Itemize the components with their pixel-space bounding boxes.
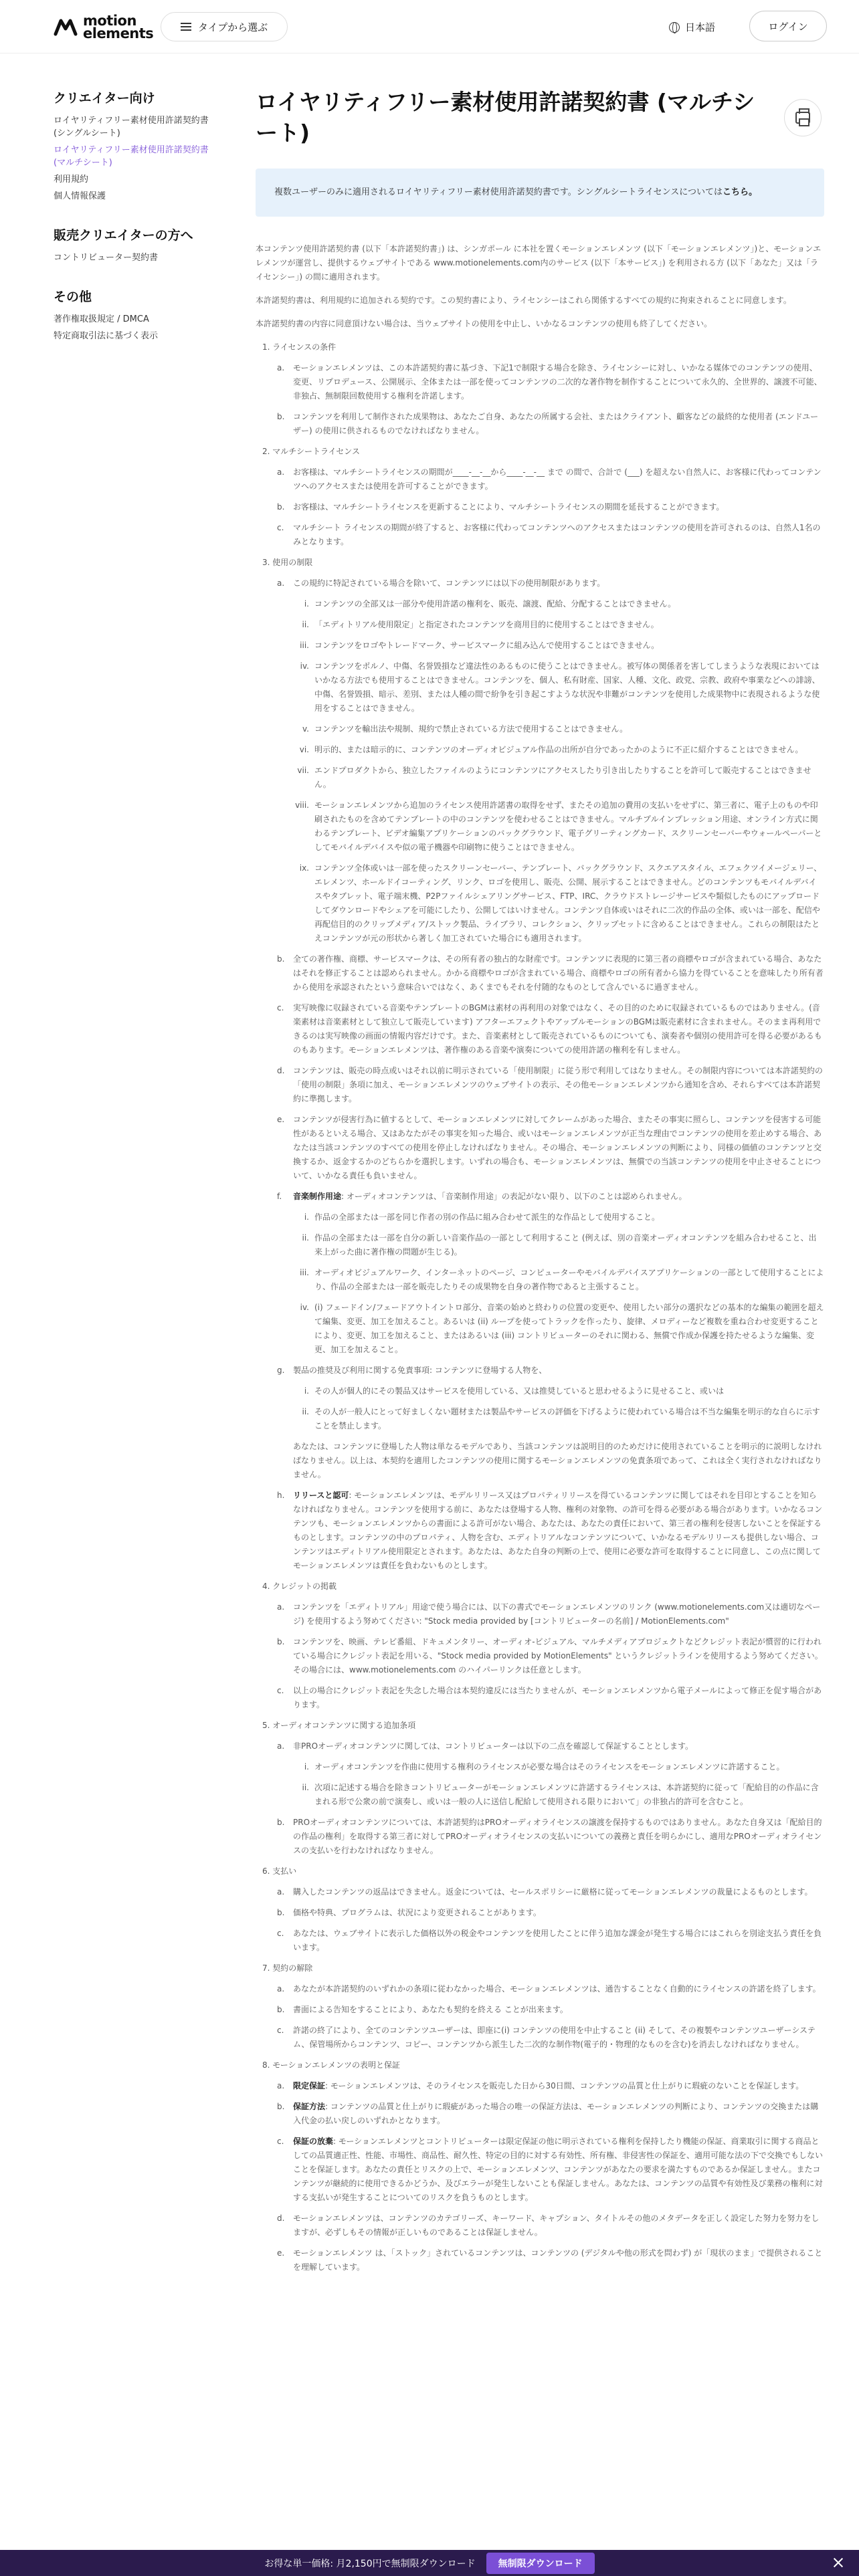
clause-text: 書面による告知をすることにより、あなたも契約を終える ことが出来ます。 bbox=[293, 2005, 568, 2014]
main-content bbox=[256, 87, 824, 2281]
clause-text: 価格や特典、プログラムは、状況により変更されることがあります。 bbox=[293, 1908, 541, 1917]
motion-elements-logo-icon bbox=[54, 17, 78, 38]
list-item: c. あなたは、ウェブサイトに表示した価格以外の税金やコンテンツを使用したことに伴う追加な課金が発生する場合にはこれらを別途支払う責任を負います。 bbox=[277, 1927, 824, 1955]
logo-line-1: motion bbox=[83, 13, 136, 29]
clause-text: : オーディオコンテンツは、「音楽制作用途」の表記がない限り、以下のことは認められません。 bbox=[341, 1192, 687, 1201]
section-5-title: 5. オーディオコンテンツに関する追加条項 bbox=[262, 1721, 416, 1730]
sub-item-text: エンドプロダクトから、独立したファイルのようにコンテンツにアクセスしたり引き出したりすることを許可して販売することはできません。 bbox=[314, 766, 812, 789]
section-4-title: 4. クレジットの掲載 bbox=[262, 1582, 337, 1591]
sub-item-text: コンテンツをロゴやトレードマーク、サービスマークに組み込んで使用することはできません。 bbox=[314, 641, 660, 650]
sidebar-group-sellers bbox=[54, 225, 221, 264]
sub-list-item bbox=[294, 1266, 824, 1294]
list-item: a. 購入したコンテンツの返品はできません。返金については、セールスポリシーに厳格に従ってモーションエレメンツの裁量によるものとします。 bbox=[277, 1885, 824, 1899]
section-4 bbox=[256, 1580, 824, 1712]
clause-text: モーションエレメンツ は、「ストック」されているコンテンツは、コンテンツの (デジタルや他の形式を問わず) が「現状のまま」で提供されることを理解しています。 bbox=[293, 2248, 823, 2272]
sidebar-group-creators bbox=[54, 88, 221, 203]
sub-item-text: コンテンツを輸出法や規制、規約で禁止されている方法で使用することはできません。 bbox=[314, 724, 628, 734]
logo-text bbox=[83, 15, 153, 40]
list-item: a. コンテンツを「エディトリアル」用途で使う場合には、以下の書式でモーションエレメンツのリンク (www.motionelements.com又は適切なページ) を使用するよう努めてください: "Stock media provided by [コントリビューターの名前] / MotionElements.com" bbox=[277, 1600, 824, 1628]
site-header bbox=[0, 0, 859, 53]
clause-text: : モーションエレメンツとコントリビューターは限定保証の他に明示されている権利を保持したり機能の保証、商業取引に関する商品としての品質適正性、性能、市場性、商品性、耐久性、特定の目的に対する有効性、所有権、非侵害性の保証を、適用可能な法の下で交換でもしないことを保証します。あなたの責任とリスクの上で、モーションエレメンツ、コンテンツがあなたの要求を満たすものであるか保証しません。またコンテンツが継続的に使用できるかどうか、及びエラーが発生しないことも保証しません。あなたは、コンテンツの品質や有効性及び業務の権利に対する支払いが発生することについてのリスクを負うものとします。 bbox=[293, 2137, 824, 2202]
sub-item-text: コンテンツ全体或いは一部を使ったスクリーンセーバー、テンプレート、バックグラウンド、スクエアスタイル、エフェクツイメージェリー、エレメンツ、ホールドイコーティング、リンク、ロゴを使用し、販売、公開、展示することはできません。どのコンテンツもモバイルデバイスやタブレット、電子端末機、P2Pファイルシェアリングサービス、FTP、IRC、クラウドストレージサービスや類似したものにアップロードしてダウンロードやシェアを可能にしたり、公開してはいけません。コンテンツ自体或いはそれに二次的作品の全体、或いは一部を、配信や再配信目的のクリップメディア/ストック製品、ライブラリ、コレクション、クリップセットに含めることはできません。これらの制限はたとえコンテンツが元の形状から著しく加工されていた場合にも適用されます。 bbox=[314, 863, 822, 943]
clause-text: あなたは、ウェブサイトに表示した価格以外の税金やコンテンツを使用したことに伴う追加な課金が発生する場合にはこれらを別途支払う責任を負います。 bbox=[293, 1929, 822, 1952]
page-title: ロイヤリティフリー素材使用許諾契約書 (マルチシート) bbox=[256, 89, 755, 146]
sub-item-label: iv. bbox=[300, 661, 309, 671]
sub-item-label: i. bbox=[304, 1386, 309, 1396]
sub-item-label: i. bbox=[304, 1762, 309, 1772]
sub-list-item bbox=[294, 722, 824, 736]
clause-label: 保証方法 bbox=[293, 2102, 326, 2111]
sub-item-text: その人が一般人にとって好ましくない題材または製品やサービスの評価を下げるように使われている場合は不当な編集を明示的な自らに示すことを禁止します。 bbox=[314, 1407, 820, 1430]
clause-label: 保証の放棄 bbox=[293, 2137, 334, 2146]
promo-banner bbox=[0, 2550, 859, 2576]
sub-item-label: ii. bbox=[302, 1407, 309, 1416]
sub-list-item bbox=[294, 764, 824, 792]
sidebar-heading-creators: クリエイター向け bbox=[54, 91, 155, 106]
list-item: a. 非PROオーディオコンテンツに関しては、コントリビューターは以下の二点を確認して保証することとします。 bbox=[277, 1739, 824, 1753]
clause-text: : コンテンツの品質と仕上がりに瑕疵があった場合の唯一の保証方法は、モーションエレメンツの判断により、コンテンツの交換または購入代金の払い戻しのいずれかとなります。 bbox=[293, 2102, 819, 2125]
intro-paragraph-1: 本コンテンツ使用許諾契約書 (以下「本許諾契約書」) は、シンガポール に本社を置くモーションエレメンツ (以下「モーションエレメンツ」)と、モーションエレメンツが運営し、提供するウェブサイトである www.motionelements.com内のサービス (以下「本サービス」) を利用される方 (以下「あなた」又は「ライセンシー」) の間に適用されます。 bbox=[256, 244, 822, 282]
sidebar-item-dmca[interactable]: 著作権取扱規定 / DMCA bbox=[54, 314, 149, 324]
sub-list-item bbox=[294, 618, 824, 632]
section-3-title: 3. 使用の制限 bbox=[262, 558, 313, 567]
list-item: c. 実写映像に収録されている音楽やテンプレートのBGMは素材の再利用の対象ではなく、その目的のために収録されているものではありません。(音楽素材は音楽素材として独立して販売しています) アフターエフェクトやアップルモーションのBGMは販売素材に含まれません。そのまま再利用できるのは実写映像の画面の情報内容だけです。また、音楽素材として販売されているものについても、演奏者や個別の使用許可を得る必要があるものもあります。モーションエレメンツは、著作権のある音楽や演奏についての使用許諾の権利を有しません。 bbox=[277, 1001, 824, 1057]
list-item: a. モーションエレメンツは、この本許諾契約書に基づき、下記1で制限する場合を除き、ライセンシーに対し、いかなる媒体でのコンテンツの使用、変更、リプロデュース、公開展示、全体または一部を使ってコンテンツの二次的な著作物を制作することについて永久的、全世界的、譲渡不可能、非独占、無制限回数使用する権利を許諾します。 bbox=[277, 361, 824, 403]
clause-text: モーションエレメンツは、この本許諾契約書に基づき、下記1で制限する場合を除き、ライセンシーに対し、いかなる媒体でのコンテンツの使用、変更、リプロデュース、公開展示、全体または一部を使ってコンテンツの二次的な著作物を制作することについて永久的、全世界的、譲渡不可能、非独占、無制限回数使用する権利を許諾します。 bbox=[293, 363, 822, 401]
list-item: d. コンテンツは、販売の時点或いはそれ以前に明示されている「使用制限」に従う形で利用してはなりません。その制限内容については本許諾契約の「使用の制限」条項に加え、モーションエレメンツのウェブサイトの表示、その他モーションエレメンツから通知を含め、それらすべては本許諾契約に準拠します。 bbox=[277, 1064, 824, 1106]
intro-paragraph-2: 本許諾契約書は、利用規約に追加される契約です。この契約書により、ライセンシーはこれら関係するすべての規約に拘束されることに同意します。 bbox=[256, 296, 791, 305]
sub-list-item bbox=[294, 659, 824, 716]
list-item: a. あなたが本許諾契約のいずれかの条項に従わなかった場合、モーションエレメンツは、通告することなく自動的にライセンスの許諾を終了します。 bbox=[277, 1982, 824, 1996]
language-label: 日本語 bbox=[685, 21, 716, 33]
clause-text: お客様は、マルチシートライセンスの期間が____-__-__から____-__-__ まで の間で、合計で (___) を超えない自然人に、お客様に代わってコンテンツへのアクセスまたは使用を許可することができます。 bbox=[293, 467, 822, 491]
sidebar-item-multi-seat[interactable]: ロイヤリティフリー素材使用許諾契約書 (マルチシート) bbox=[54, 145, 209, 168]
sub-item-text: 作品の全部または一部を同じ作者の別の作品に組み合わせて派生的な作品として使用すること。 bbox=[314, 1212, 660, 1222]
list-item: g. 製品の推奨及び利用に関する免責事項: コンテンツに登場する人物を、 bbox=[277, 1364, 824, 1378]
sub-item-text: (i) フェードイン/フェードアウトイントロ部分、音楽の始めと終わりの位置の変更や、使用したい部分の選択などの基本的な編集の範囲を超えて編集、変更、加工を加えること。あるいは (ii) ループを使ってトラックを作ったり、旋律、メロディーなど複数を重ね合わせ変更することにより、変更、加工を加えること、またはあるいは (iii) コントリビューターのそれに関わる、無償で作成か保護を持たせるような編集、変更、加工を加えること。 bbox=[314, 1303, 824, 1354]
sub-list-item bbox=[294, 639, 824, 653]
clause-text: コンテンツを利用して制作された成果物は、あなたご自身、あなたの所属する会社、またはクライアント、顧客などの最終的な使用者 (エンドユーザー) の使用に供されるものでなければなりません。 bbox=[293, 412, 819, 435]
sub-item-text: 次項に記述する場合を除きコントリビューターがモーションエレメンツに許諾するライセンスは、本許諾契約に従って「配給目的の作品に含まれる形で公衆の前で演奏し、或いは一般の人に送信し配給して使用される限りにおいて」の非独占的許可を含むこと。 bbox=[314, 1783, 819, 1806]
sub-item-label: ix. bbox=[299, 863, 309, 873]
sub-list-item bbox=[294, 1231, 824, 1259]
list-item: a. お客様は、マルチシートライセンスの期間が____-__-__から____-__-__ まで の間で、合計で (___) を超えない自然人に、お客様に代わってコンテンツへのアクセスまたは使用を許可することができます。 bbox=[277, 465, 824, 494]
sub-item-text: モーションエレメンツから追加のライセンス使用許諾書の取得をせず、またその追加の費用の支払いをせずに、第三者に、電子上のものや印刷されたものを含めてテンプレートの中のコンテンツを使わせることはできません。マルチプルインプレッション用途、オンライン方式に関わるテンプレート、ビデオ編集アプリケーションのバックグラウンド、電子グリーティングカード、スクリーンセーバーやウォールペーパーとしてモバイルデバイスや似の電子機器や印刷物に使うことはできません。 bbox=[314, 800, 822, 852]
section-3g-sublist bbox=[256, 1384, 824, 1433]
section-2 bbox=[256, 445, 824, 549]
clause-text: : モーションエレメンツは、そのライセンスを販売した日から30日間、コンテンツの品質と仕上がりに瑕疵のないことを保証します。 bbox=[325, 2081, 804, 2090]
agreement-body bbox=[256, 242, 824, 2274]
list-item: b. 価格や特典、プログラムは、状況により変更されることがあります。 bbox=[277, 1906, 824, 1920]
sub-list-item bbox=[294, 1384, 824, 1398]
list-item: b. コンテンツを、映画、テレビ番組、ドキュメンタリー、オーディオ-ビジュアル、マルチメディアプロジェクトなどクレジット表記が慣習的に行われている場合にクレジット表記を用いる、"Stock media provided by MotionElements" というクレジットラインを使用するよう努めてください。その場合には、www.motionelements.com のハイパーリンクは任意とします。 bbox=[277, 1635, 824, 1677]
clause-text: 全ての著作権、商標、サービスマークは、その所有者の独占的な財産です。コンテンツに表現的に第三者の商標やロゴが含まれている場合、あなたはそれを修正することは認められません。かかる商標やロゴが含まれている場合、商標やロゴの所有者から協力を得ていることを意味したり所有者から使用を承認されたという意味合いではなく、あくまでもそれを付随的なものとして含んでいるに過ぎません。 bbox=[293, 954, 824, 992]
sidebar-item-commercial-law[interactable]: 特定商取引法に基づく表示 bbox=[54, 331, 159, 341]
list-item: b. お客様は、マルチシートライセンスを更新することにより、マルチシートライセンスの期間を延長することができます。 bbox=[277, 500, 824, 514]
clause-text: 製品の推奨及び利用に関する免責事項: コンテンツに登場する人物を、 bbox=[293, 1366, 547, 1375]
clause-text: この規約に特記されている場合を除いて、コンテンツには以下の使用制限があります。 bbox=[293, 578, 605, 588]
clause-text: コンテンツは、販売の時点或いはそれ以前に明示されている「使用制限」に従う形で利用してはなりません。その制限内容については本許諾契約の「使用の制限」条項に加え、モーションエレメンツのウェブサイトの表示、その他モーションエレメンツから通知を含め、それらすべては本許諾契約に準拠します。 bbox=[293, 1066, 823, 1103]
clause-text: 以上の場合にクレジット表記を失念した場合は本契約違反には当たりませんが、モーションエレメンツから電子メールによって修正を促す場合があります。 bbox=[293, 1686, 822, 1709]
sub-item-label: viii. bbox=[295, 800, 309, 810]
sidebar-heading-other: その他 bbox=[54, 290, 92, 304]
clause-text: あなたが本許諾契約のいずれかの条項に従わなかった場合、モーションエレメンツは、通告することなく自動的にライセンスの許諾を終了します。 bbox=[293, 1984, 821, 1994]
clause-text: あなたは、コンテンツに登場した人物は単なるモデルであり、当該コンテンツは説明目的のためだけに使用されていることを明示的に説明しなければなりません。以上は、本契約を適用したコンテンツの使用に関するモーションエレメンツの免責条項であって、これは全く実行されなければなりません。 bbox=[293, 1442, 822, 1479]
clause-text: PROオーディオコンテンツについては、本許諾契約はPROオーディオライセンスの譲渡を保持するものではありません。あなた自身又は「配給目的の作品の権利」を取得する第三者に対してPROオーディオライセンスの支払いについての義務と責任を明らかにし、適用なPROオーディオライセンスの支払いを行わなければなりません。 bbox=[293, 1818, 822, 1855]
list-item: e. コンテンツが侵害行為に値するとして、モーションエレメンツに対してクレームがあった場合、またその事実に照らし、コンテンツを侵害する可能性があるといえる場合、又はあなたがその事実を知った場合、或いはモーションエレメンツが正当な理由でコンテンツの使用を差止めする場合、あなたは当該コンテンツのすべての使用を停止しなければなりません。その場合、モーションエレメンツの判断により、同様の価値のコンテンツと交換するか、返金するかのどちらかを選択します。いずれの場合も、モーションエレメンツは、無償での当該コンテンツの使用を中止させることについて、いかなる責任も負いません。 bbox=[277, 1113, 824, 1183]
promo-text: お得な単一価格: 月2,150円で無制限ダウンロード bbox=[264, 2558, 476, 2569]
sidebar-item-terms[interactable]: 利用規約 bbox=[54, 175, 89, 185]
sub-list-item bbox=[294, 861, 824, 946]
list-item: a. 限定保証: モーションエレメンツは、そのライセンスを販売した日から30日間、コンテンツの品質と仕上がりに瑕疵のないことを保証します。 bbox=[277, 2081, 804, 2090]
list-item: d. モーションエレメンツは、コンテンツのカテゴリーズ、キーワード、キャプション、タイトルその他のメタデータを正しく設定した努力を努力をしますが、必ずしもその情報が正しいものであることは保証しません。 bbox=[277, 2212, 824, 2240]
notice-text: 複数ユーザーのみに適用されるロイヤリティフリー素材使用許諾契約書です。シングルシートライセンスについては bbox=[274, 187, 723, 197]
clause-text: 非PROオーディオコンテンツに関しては、コントリビューターは以下の二点を確認して保証することとします。 bbox=[293, 1741, 694, 1751]
clause-text: コンテンツが侵害行為に値するとして、モーションエレメンツに対してクレームがあった場合、またその事実に照らし、コンテンツを侵害する可能性があるといえる場合、又はあなたがその事実を知った場合、或いはモーションエレメンツが正当な理由でコンテンツの使用を差止めする場合、あなたは当該コンテンツのすべての使用を停止しなければなりません。その場合、モーションエレメンツの判断により、同様の価値のコンテンツと交換するか、返金するかのどちらかを選択します。いずれの場合も、モーションエレメンツは、無償での当該コンテンツの使用を中止させることについて、いかなる責任も負いません。 bbox=[293, 1115, 822, 1180]
sidebar bbox=[54, 88, 221, 365]
sub-item-label: iii. bbox=[300, 1268, 309, 1277]
sub-item-text: 明示的、または暗示的に、コンテンツのオーディオビジュアル作品の出所が自分であったかのように不正に紹介することはできません。 bbox=[314, 745, 803, 754]
sub-list-item bbox=[294, 798, 824, 855]
sub-list-item bbox=[294, 1210, 824, 1224]
list-item: e. モーションエレメンツ は、「ストック」されているコンテンツは、コンテンツの (デジタルや他の形式を問わず) が「現状のまま」で提供されることを理解しています。 bbox=[277, 2246, 824, 2274]
section-7-title: 7. 契約の解除 bbox=[262, 1963, 313, 1973]
logo-line-2: elements bbox=[83, 25, 154, 41]
clause-text: マルチシート ライセンスの期間が終了すると、お客様に代わってコンテンツへのアクセスまたはコンテンツの使用を許可されるのは、自然人1名のみとなります。 bbox=[293, 523, 821, 546]
section-2-title: 2. マルチシートライセンス bbox=[262, 447, 360, 456]
sub-item-label: ii. bbox=[302, 620, 309, 629]
sub-list-item bbox=[294, 1301, 824, 1357]
sub-item-label: vi. bbox=[299, 745, 309, 754]
section-3 bbox=[256, 556, 824, 1573]
list-item: b. 保証方法: コンテンツの品質と仕上がりに瑕疵があった場合の唯一の保証方法は、モーションエレメンツの判断により、コンテンツの交換または購入代金の払い戻しのいずれかとなります。 bbox=[277, 2102, 819, 2125]
sub-item-label: iv. bbox=[300, 1303, 309, 1312]
sub-item-label: iii. bbox=[300, 641, 309, 650]
sidebar-heading-sellers: 販売クリエイターの方へ bbox=[54, 228, 193, 243]
list-item: a. この規約に特記されている場合を除いて、コンテンツには以下の使用制限があります。 bbox=[277, 576, 824, 591]
clause-text: コンテンツを、映画、テレビ番組、ドキュメンタリー、オーディオ-ビジュアル、マルチメディアプロジェクトなどクレジット表記が慣習的に行われている場合にクレジット表記を用いる、"Stock media provided by MotionElements" というクレジットラインを使用するよう努めてください。その場合には、www.motionelements.com のハイパーリンクは任意とします。 bbox=[293, 1637, 823, 1675]
sidebar-item-privacy[interactable]: 個人情報保護 bbox=[54, 191, 106, 201]
logo[interactable] bbox=[54, 13, 153, 41]
clause-label: 音楽制作用途 bbox=[293, 1192, 342, 1201]
section-1-title: 1. ライセンスの条件 bbox=[262, 342, 337, 352]
section-8-title: 8. モーションエレメンツの表明と保証 bbox=[262, 2060, 400, 2070]
list-item: f. 音楽制作用途: オーディオコンテンツは、「音楽制作用途」の表記がない限り、以下のことは認められません。 bbox=[277, 1192, 687, 1201]
clause-text: モーションエレメンツは、コンテンツのカテゴリーズ、キーワード、キャプション、タイトルその他のメタデータを正しく設定した努力を努力をしますが、必ずしもその情報が正しいものであることは保証しません。 bbox=[293, 2214, 820, 2237]
intro-paragraph-3: 本許諾契約書の内容に同意頂けない場合は、当ウェブサイトの使用を中止し、いかなるコンテンツの使用も終了してください。 bbox=[256, 319, 712, 328]
close-icon[interactable] bbox=[832, 2557, 844, 2569]
sub-list-item bbox=[294, 597, 824, 611]
browse-by-type-button[interactable] bbox=[161, 12, 288, 41]
sidebar-item-contributor-agreement[interactable]: コントリビューター契約書 bbox=[54, 253, 159, 263]
section-3a-sublist bbox=[256, 597, 824, 946]
list-item: b. 書面による告知をすることにより、あなたも契約を終える ことが出来ます。 bbox=[277, 2003, 824, 2017]
sidebar-group-other bbox=[54, 287, 221, 342]
clause-text: 購入したコンテンツの返品はできません。返金については、セールスポリシーに厳格に従ってモーションエレメンツの裁量によるものとします。 bbox=[293, 1887, 813, 1897]
clause-text: お客様は、マルチシートライセンスを更新することにより、マルチシートライセンスの期間を延長することができます。 bbox=[293, 502, 725, 512]
list-item: b. PROオーディオコンテンツについては、本許諾契約はPROオーディオライセンスの譲渡を保持するものではありません。あなた自身又は「配給目的の作品の権利」を取得する第三者に対してPROオーディオライセンスの支払いについての義務と責任を明らかにし、適用なPROオーディオライセンスの支払いを行わなければなりません。 bbox=[277, 1816, 824, 1858]
section-3f-sublist bbox=[256, 1210, 824, 1357]
list-item: h. リリースと認可: モーションエレメンツは、モデルリリース又はプロパティリリースを得ているコンテンツに関してはそれを目印とすることを知らなければなりません。コンテンツを使用する前に、あなたは登場する人物、権利の対象物、の許可を得る必要がある場合があります。いかなるコンテンツも、モーションエレメンツからの書面による許可がない場合、あなたは、あなたの責任において、第三者の権利を侵害しないことを保証するものとします。コンテンツの中のプロパティ、人物を含む、エディトリアルなコンテンツについて、いかなるモデルリリースも提供しない場合、コンテンツはエディトリアル使用限定とされます。あなたは、あなた自身の判断の上で、使用に必要な許可を取得することに同意し、この点に関してモーションエレメンツは責任を負わないものとします。 bbox=[277, 1491, 823, 1570]
notice-box bbox=[256, 169, 824, 217]
sub-item-label: v. bbox=[302, 724, 309, 734]
list-item: c. マルチシート ライセンスの期間が終了すると、お客様に代わってコンテンツへのアクセスまたはコンテンツの使用を許可されるのは、自然人1名のみとなります。 bbox=[277, 521, 824, 549]
section-5 bbox=[256, 1719, 824, 1858]
printer-icon bbox=[795, 112, 810, 124]
clause-label: リリースと認可 bbox=[293, 1491, 349, 1500]
list-item: c. 以上の場合にクレジット表記を失念した場合は本契約違反には当たりませんが、モーションエレメンツから電子メールによって修正を促す場合があります。 bbox=[277, 1684, 824, 1712]
clause-text: : モーションエレメンツは、モデルリリース又はプロパティリリースを得ているコンテンツに関してはそれを目印とすることを知らなければなりません。コンテンツを使用する前に、あなたは登場する人物、権利の対象物、の許可を得る必要がある場合があります。いかなるコンテンツも、モーションエレメンツからの書面による許可がない場合、あなたは、あなたの責任において、第三者の権利を侵害しないことを保証するものとします。コンテンツの中のプロパティ、人物を含む、エディトリアルなコンテンツについて、いかなるモデルリリースも提供しない場合、コンテンツはエディトリアル使用限定とされます。あなたは、あなた自身の判断の上で、使用に必要な許可を取得することに同意し、この点に関してモーションエレメンツは責任を負わないものとします。 bbox=[293, 1491, 823, 1570]
sub-item-text: その人が個人的にその製品又はサービスを使用している、又は推奨していると思わせるように見せること、或いは bbox=[314, 1386, 725, 1396]
language-selector[interactable] bbox=[669, 20, 715, 34]
sub-item-label: i. bbox=[304, 599, 309, 609]
list-item: b. 全ての著作権、商標、サービスマークは、その所有者の独占的な財産です。コンテンツに表現的に第三者の商標やロゴが含まれている場合、あなたはそれを修正することは認められません。かかる商標やロゴが含まれている場合、商標やロゴの所有者から協力を得ていることを意味したり所有者から使用を承認されたという意味合いではなく、あくまでもそれを付随的なものとして含んでいるに過ぎません。 bbox=[277, 952, 824, 994]
section-7 bbox=[256, 1961, 824, 2052]
browse-by-type-label: タイプから選ぶ bbox=[197, 21, 268, 33]
print-button[interactable] bbox=[784, 99, 822, 136]
list-item: c. 保証の放棄: モーションエレメンツとコントリビューターは限定保証の他に明示されている権利を保持したり機能の保証、商業取引に関する商品としての品質適正性、性能、市場性、商品性、耐久性、特定の目的に対する有効性、所有権、非侵害性の保証を、適用可能な法の下で交換でもしないことを保証します。あなたの責任とリスクの上で、モーションエレメンツ、コンテンツがあなたの要求を満たすものであるか保証しません。またコンテンツが継続的に使用できるかどうか、及びエラーが発生しないことも保証しません。あなたは、コンテンツの品質や有効性及び業務の権利に対する支払いが発生することについてのリスクを負うものとします。 bbox=[277, 2137, 824, 2202]
section-6-title: 6. 支払い bbox=[262, 1866, 297, 1876]
sub-item-text: コンテンツの全部又は一部分や使用許諾の権利を、販売、譲渡、配給、分配することはできません。 bbox=[314, 599, 676, 609]
single-seat-link[interactable]: こちら。 bbox=[723, 187, 758, 197]
sub-item-label: i. bbox=[304, 1212, 309, 1222]
sub-item-label: ii. bbox=[302, 1783, 309, 1792]
clause-text: コンテンツを「エディトリアル」用途で使う場合には、以下の書式でモーションエレメンツのリンク (www.motionelements.com又は適切なページ) を使用するよう努めてください: "Stock media provided by [コントリビューターの名前] / MotionElements.com" bbox=[293, 1602, 821, 1626]
list-item: c. 許諾の終了により、全てのコンテンツユーザーは、即座に(i) コンテンツの使用を中止すること (ii) そして、その複製やコンテンツユーザーシステム、保管場所からコンテンツ、コピー、コンテンツから派生した二次的な制作物(電子的・物理的なものを含む)を消去しなければなりません。 bbox=[277, 2024, 824, 2052]
sub-item-text: 「エディトリアル使用限定」と指定されたコンテンツを商用目的に使用することはできません。 bbox=[314, 620, 659, 629]
section-1 bbox=[256, 340, 824, 438]
sub-list-item bbox=[294, 1760, 824, 1774]
sub-item-text: 作品の全部または一部を自分の新しい音楽作品の一部として利用すること (例えば、別の音楽オーディオコンテンツを組み合わせること、出来上がった曲に著作権の問題が生じる)。 bbox=[314, 1233, 817, 1257]
sidebar-item-single-seat[interactable]: ロイヤリティフリー素材使用許諾契約書 (シングルシート) bbox=[54, 116, 209, 138]
sub-item-text: オーディオコンテンツを作曲に使用する権利のライセンスが必要な場合はそのライセンスをモーションエレメンツに許諾すること。 bbox=[314, 1762, 785, 1772]
menu-icon bbox=[181, 23, 191, 31]
clause-text: 許諾の終了により、全てのコンテンツユーザーは、即座に(i) コンテンツの使用を中止すること (ii) そして、その複製やコンテンツユーザーシステム、保管場所からコンテンツ、コピー、コンテンツから派生した二次的な制作物(電子的・物理的なものを含む)を消去しなければなりません。 bbox=[293, 2026, 816, 2049]
sub-list-item bbox=[294, 1781, 824, 1809]
sub-item-text: コンテンツをポルノ、中傷、名誉毀損など違法性のあるものに使うことはできません。被写体の関係者を害してしまうような表現においてはいかなる方法でも使用することはできません。コンテンツを、個人、私有財産、国家、人種、文化、政党、宗教、政府や事業などへの誹謗、中傷、名誉毀損、暗示、差別、または人種の間で紛争を引き起こすような状況や非難がコンテンツを使用した成果物中に表現されるような使用をすることはできません。 bbox=[314, 661, 820, 713]
section-6 bbox=[256, 1864, 824, 1955]
section-5a-sublist bbox=[256, 1760, 824, 1809]
unlimited-download-button[interactable]: 無制限ダウンロード bbox=[486, 2553, 595, 2574]
sub-list-item bbox=[294, 1405, 824, 1433]
list-item: b. コンテンツを利用して制作された成果物は、あなたご自身、あなたの所属する会社、またはクライアント、顧客などの最終的な使用者 (エンドユーザー) の使用に供されるものでなければなりません。 bbox=[277, 410, 824, 438]
sub-item-label: vii. bbox=[297, 766, 309, 775]
clause-text: 実写映像に収録されている音楽やテンプレートのBGMは素材の再利用の対象ではなく、その目的のために収録されているものではありません。(音楽素材は音楽素材として独立して販売しています) アフターエフェクトやアップルモーションのBGMは販売素材に含まれません。そのまま再利用できるのは実写映像の画面の情報内容だけです。また、音楽素材として販売されているものについても、演奏者や個別の使用許可を得る必要があるものもあります。モーションエレメンツは、著作権のある音楽や演奏についての使用許諾の権利を有しません。 bbox=[293, 1003, 822, 1055]
sub-item-text: オーディオビジュアルワーク、インターネットのページ、コンピューターやモバイルデバイスアプリケーションの一部として使用することにより、作品の全部または一部を販売したりその成果物を自身の著作物であると主張すること。 bbox=[314, 1268, 824, 1291]
sub-list-item bbox=[294, 743, 824, 757]
list-item bbox=[277, 1440, 824, 1482]
clause-label: 限定保証 bbox=[293, 2081, 326, 2090]
login-button[interactable]: ログイン bbox=[749, 11, 827, 41]
section-8 bbox=[256, 2058, 824, 2274]
globe-icon bbox=[669, 22, 680, 33]
sub-item-label: ii. bbox=[302, 1233, 309, 1243]
